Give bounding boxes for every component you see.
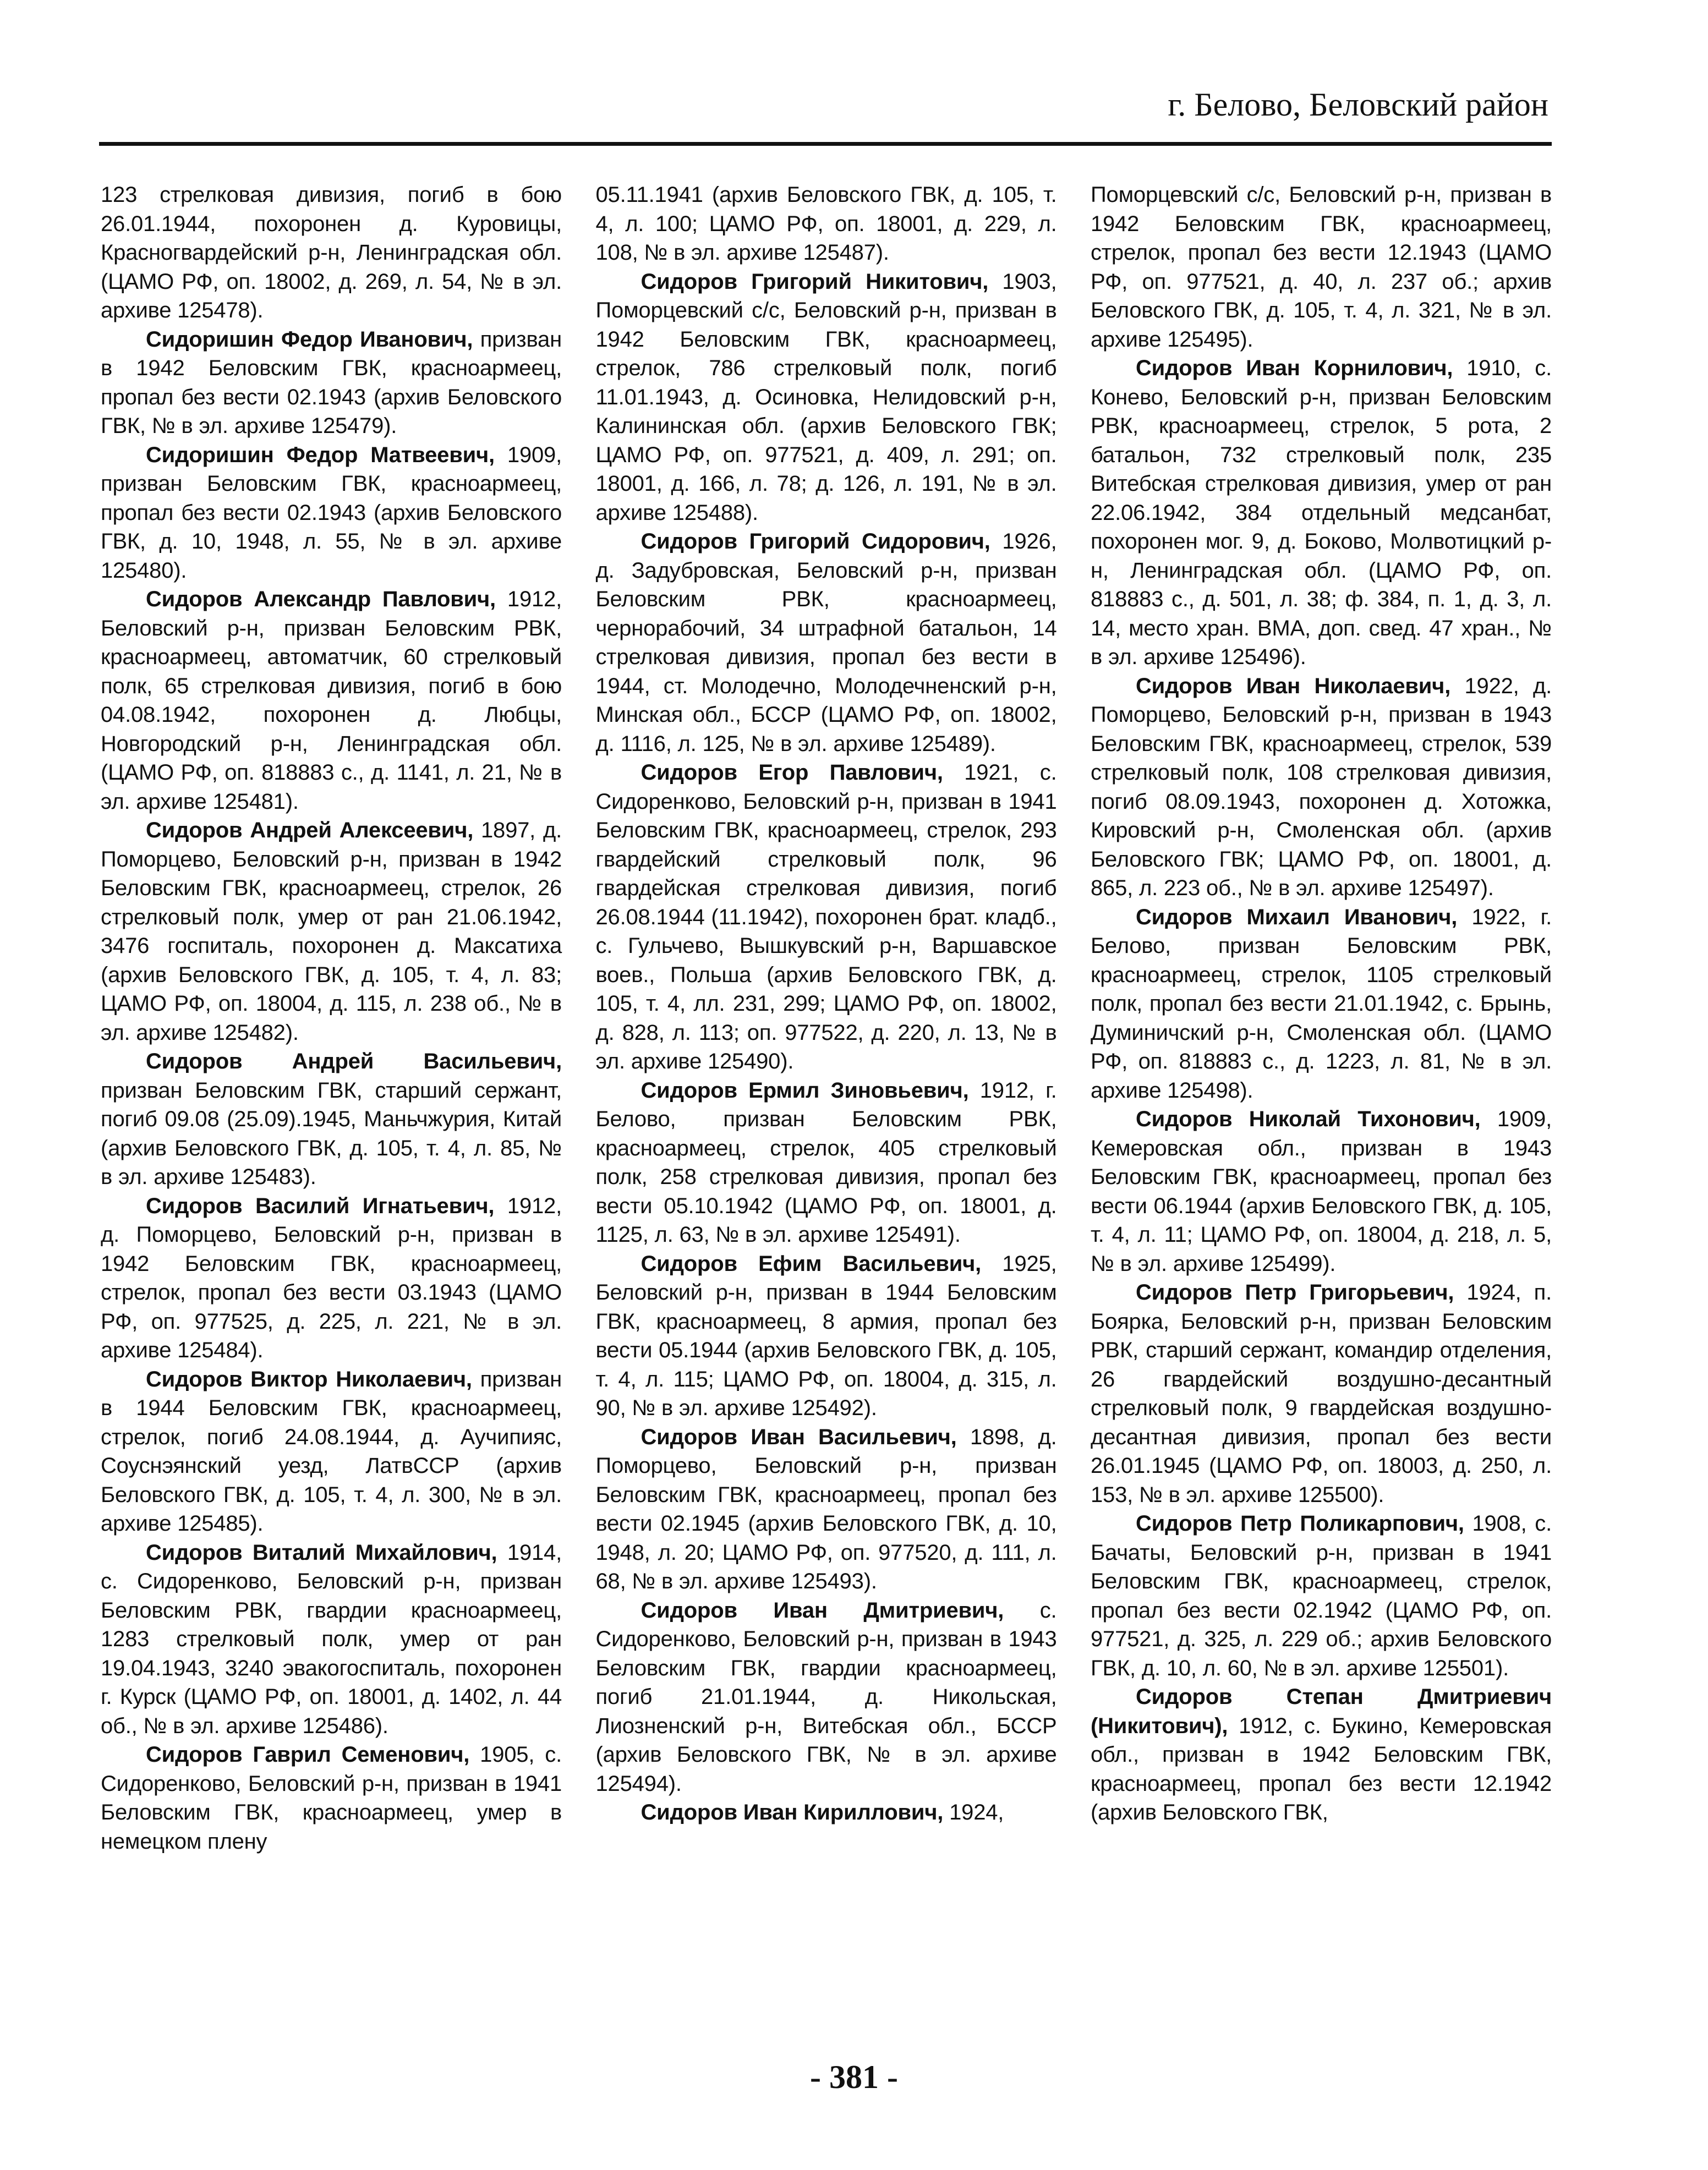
entry <box>596 527 1057 758</box>
entry-name: Сидоришин Федор Иванович, <box>146 327 473 352</box>
entry-text: 1925, Беловский р-н, призван в 1944 Беловским ГВК, красноармеец, 8 армия, пропал без вести 05.1944 (архив Беловского ГВК, д. 105, т. 4, л. 115; ЦАМО РФ, оп. 18004, д. 315, л. 90, № в эл. архиве 125492). <box>595 1251 1057 1420</box>
entry-name: Сидоров Иван Корнилович, <box>1136 356 1453 380</box>
entry <box>101 1740 562 1856</box>
entry-name: Сидоров Иван Васильевич, <box>640 1424 957 1449</box>
entry-name: Сидоров Петр Григорьевич, <box>1136 1280 1454 1305</box>
entry <box>596 1250 1057 1423</box>
entry-name: Сидоров Иван Кириллович, <box>640 1800 944 1824</box>
entry <box>1091 1278 1552 1509</box>
entry <box>1091 672 1552 903</box>
entry-name: Сидоров Степан Дмитриевич (Никитович), <box>1091 1685 1552 1738</box>
entry-name: Сидоров Ефим Васильевич, <box>640 1251 982 1276</box>
entry-text: 1909, Кемеровская обл., призван в 1943 Беловским ГВК, красноармеец, пропал без вести 06.1944 (архив Беловского ГВК, д. 105, т. 4, л. 11; ЦАМО РФ, оп. 18004, д. 218, л. 5, № в эл. архиве 125499). <box>1091 1107 1552 1276</box>
entry-text: 1912, Беловский р-н, призван Беловским РВК, красноармеец, автоматчик, 60 стрелковый полк, 65 стрелковая дивизия, погиб в бою 04.08.1942, похоронен д. Любцы, Новгородский р-н, Ленинградская обл. (ЦАМО РФ, оп. 818883 с., д. 1141, л. 21, № в эл. архиве 125481). <box>101 587 562 814</box>
entry <box>596 1423 1057 1596</box>
entry-name: Сидоров Андрей Алексеевич, <box>146 818 474 842</box>
entry-text: 1909, призван Беловским ГВК, красноармеец, пропал без вести 02.1943 (архив Беловского ГВК, д. 10, 1948, л. 55, № в эл. архиве 125480). <box>101 442 562 583</box>
entry-text: 123 стрелковая дивизия, погиб в бою 26.01.1944, похоронен д. Куровицы, Красногвардейский р-н, Ленинградская обл. (ЦАМО РФ, оп. 18002, д. 269, л. 54, № в эл. архиве 125478). <box>101 183 562 322</box>
entry-text: 1922, г. Белово, призван Беловским РВК, красноармеец, стрелок, 1105 стрелковый полк, пропал без вести 21.01.1942, с. Брынь, Думиничский р-н, Смоленская обл. (ЦАМО РФ, оп. 818883 с., д. 1223, л. 81, № в эл. архиве 125498). <box>1091 905 1552 1103</box>
entry <box>101 585 562 816</box>
entry-text: 1924, п. Боярка, Беловский р-н, призван Беловским РВК, старший сержант, командир отделения, 26 гвардейский воздушно-десантный стрелковый полк, 9 гвардейская воздушно-десантная дивизия, пропал без вести 26.01.1945 (ЦАМО РФ, оп. 18003, д. 250, л. 153, № в эл. архиве 125500). <box>1091 1280 1552 1507</box>
entry <box>596 267 1057 528</box>
column-2 <box>596 180 1057 2062</box>
entry <box>101 1192 562 1365</box>
entry-name: Сидоров Иван Николаевич, <box>1136 673 1451 698</box>
entry-name: Сидоров Михаил Иванович, <box>1136 905 1458 929</box>
entry-name: Сидоров Петр Поликарпович, <box>1136 1511 1464 1536</box>
entry-name: Сидоров Василий Игнатьевич, <box>146 1193 495 1218</box>
entry-text: 1914, с. Сидоренково, Беловский р-н, призван Беловским РВК, гвардии красноармеец, 1283 стрелковый полк, умер от ран 19.04.1943, 3240 эвакогоспиталь, похоронен г. Курск (ЦАМО РФ, оп. 18001, д. 1402, л. 44 об., № в эл. архиве 125486). <box>101 1540 562 1738</box>
entry-text: 1903, Поморцевский с/с, Беловский р-н, призван в 1942 Беловским ГВК, красноармеец, стрелок, 786 стрелковый полк, погиб 11.01.1943, д. Осиновка, Нелидовский р-н, Калининская обл. (архив Беловского ГВК; ЦАМО РФ, оп. 977521, д. 409, л. 291; оп. 18001, д. 166, л. 78; д. 126, л. 191, № в эл. архиве 125488). <box>595 269 1057 525</box>
entry-text: призван в 1944 Беловским ГВК, красноармеец, стрелок, погиб 24.08.1944, д. Аучипияс, Соуснэянский уезд, ЛатвССР (архив Беловского ГВК, д. 105, т. 4, л. 300, № в эл. архиве 125485). <box>101 1367 562 1536</box>
entry-text: 1898, д. Поморцево, Беловский р-н, призван Беловским ГВК, красноармеец, пропал без вести 02.1945 (архив Беловского ГВК, д. 10, 1948, л. 20; ЦАМО РФ, оп. 977520, д. 111, л. 68, № в эл. архиве 125493). <box>595 1424 1057 1593</box>
entry-text: призван Беловским ГВК, старший сержант, погиб 09.08 (25.09).1945, Маньчжурия, Китай (архив Беловского ГВК, д. 105, т. 4, л. 85, № в эл. архиве 125483). <box>101 1078 562 1189</box>
entry-text: 1924, <box>943 1800 1004 1824</box>
entry-text: 1910, с. Конево, Беловский р-н, призван Беловским РВК, красноармеец, стрелок, 5 рота, 2 батальон, 732 стрелковый полк, 235 Витебская стрелковая дивизия, умер от ран 22.06.1942, 384 отдельный медсанбат, похоронен мог. 9, д. Боково, Молвотицкий р-н, Ленинградская обл. (ЦАМО РФ, оп. 818883 с., д. 501, л. 38; ф. 384, п. 1, д. 3, л. 14, место хран. ВМА, доп. свед. 47 хран., № в эл. архиве 125496). <box>1091 356 1552 669</box>
entry-name: Сидоров Григорий Сидорович, <box>640 529 990 554</box>
entry <box>101 816 562 1047</box>
entry-text: с. Сидоренково, Беловский р-н, призван в 1943 Беловским ГВК, гвардии красноармеец, погиб 21.01.1944, д. Никольская, Лиозненский р-н, Витебская обл., БССР (архив Беловского ГВК, № в эл. архиве 125494). <box>595 1598 1057 1796</box>
entry-text: 1912, с. Букино, Кемеровская обл., призван в 1942 Беловским ГВК, красноармеец, пропал без вести 12.1942 (архив Беловского ГВК, <box>1091 1713 1552 1824</box>
entry-text: 1921, с. Сидоренково, Беловский р-н, призван в 1941 Беловским ГВК, красноармеец, стрелок, 293 гвардейский стрелковый полк, 96 гвардейская стрелковая дивизия, погиб 26.08.1944 (11.1942), похоронен брат. кладб., с. Гульчево, Вышкувский р-н, Варшавское воев., Польша (архив Беловского ГВК, д. 105, т. 4, лл. 231, 299; ЦАМО РФ, оп. 18002, д. 828, л. 113; оп. 977522, д. 220, л. 13, № в эл. архиве 125490). <box>595 760 1057 1073</box>
entry-name: Сидоров Григорий Никитович, <box>640 269 989 294</box>
entry <box>596 1798 1057 1827</box>
entry-text: 1926, д. Задубровская, Беловский р-н, призван Беловским РВК, красноармеец, чернорабочий, 34 штрафной батальон, 14 стрелковая дивизия, пропал без вести в 1944, ст. Молодечно, Молодечненский р-н, Минская обл., БССР (ЦАМО РФ, оп. 18002, д. 1116, л. 125, № в эл. архиве 125489). <box>595 529 1057 756</box>
entry <box>1091 354 1552 672</box>
entry <box>1091 903 1552 1105</box>
entry-text: Поморцевский с/с, Беловский р-н, призван в 1942 Беловским ГВК, красноармеец, стрелок, пропал без вести 12.1943 (ЦАМО РФ, оп. 977521, д. 40, л. 237 об.; архив Беловского ГВК, д. 105, т. 4, л. 321, № в эл. архиве 125495). <box>1091 183 1552 352</box>
column-3 <box>1091 180 1552 2062</box>
entry-text: 1912, г. Белово, призван Беловским РВК, красноармеец, стрелок, 405 стрелковый полк, 258 стрелковая дивизия, пропал без вести 05.10.1942 (ЦАМО РФ, оп. 18001, д. 1125, л. 63, № в эл. архиве 125491). <box>595 1078 1057 1247</box>
header-rule <box>99 142 1552 146</box>
entry-name: Сидоров Александр Павлович, <box>146 587 496 611</box>
column-1 <box>101 180 562 2062</box>
entry-text: 1897, д. Поморцево, Беловский р-н, призван в 1942 Беловским ГВК, красноармеец, стрелок, 26 стрелковый полк, умер от ран 21.06.1942, 3476 госпиталь, похоронен д. Максатиха (архив Беловского ГВК, д. 105, т. 4, л. 83; ЦАМО РФ, оп. 18004, д. 115, л. 238 об., № в эл. архиве 125482). <box>101 818 562 1045</box>
entry <box>101 1538 562 1741</box>
entry <box>101 325 562 441</box>
entry-text: 05.11.1941 (архив Беловского ГВК, д. 105, т. 4, л. 100; ЦАМО РФ, оп. 18001, д. 229, л. 108, № в эл. архиве 125487). <box>595 183 1057 265</box>
entry <box>101 441 562 585</box>
entry-name: Сидоришин Федор Матвеевич, <box>146 442 495 467</box>
entry-name: Сидоров Виктор Николаевич, <box>146 1367 472 1391</box>
entry-text: призван в 1942 Беловским ГВК, красноармеец, пропал без вести 02.1943 (архив Беловского ГВК, № в эл. архиве 125479). <box>101 327 562 438</box>
running-head: г. Белово, Беловский район <box>1168 86 1548 123</box>
text-columns <box>101 180 1552 2062</box>
entry <box>101 1365 562 1538</box>
entry-text: 1905, с. Сидоренково, Беловский р-н, призван в 1941 Беловским ГВК, красноармеец, умер в немецком плену <box>101 1742 562 1854</box>
entry <box>596 1076 1057 1250</box>
entry-name: Сидоров Николай Тихонович, <box>1136 1107 1481 1131</box>
entry-name: Сидоров Егор Павлович, <box>640 760 943 785</box>
entry-text: 1922, д. Поморцево, Беловский р-н, призван в 1943 Беловским ГВК, красноармеец, стрелок, 539 стрелковый полк, 108 стрелковая дивизия, погиб 08.09.1943, похоронен д. Хотожка, Кировский р-н, Смоленская обл. (архив Беловского ГВК; ЦАМО РФ, оп. 18001, д. 865, л. 223 об., № в эл. архиве 125497). <box>1091 673 1552 900</box>
entry-name: Сидоров Ермил Зиновьевич, <box>640 1078 969 1103</box>
entry-text: 1912, д. Поморцево, Беловский р-н, призван в 1942 Беловским ГВК, красноармеец, стрелок, пропал без вести 03.1943 (ЦАМО РФ, оп. 977525, д. 225, л. 221, № в эл. архиве 125484). <box>101 1193 562 1362</box>
entry-name: Сидоров Виталий Михайлович, <box>146 1540 497 1565</box>
entry <box>101 1047 562 1192</box>
entry <box>1091 1105 1552 1278</box>
entry <box>1091 1683 1552 1827</box>
entry <box>596 758 1057 1076</box>
entry <box>596 1596 1057 1799</box>
entry-name: Сидоров Андрей Васильевич, <box>146 1049 562 1073</box>
entry-name: Сидоров Иван Дмитриевич, <box>640 1598 1004 1623</box>
entry-name: Сидоров Гаврил Семенович, <box>146 1742 470 1767</box>
entry <box>1091 1509 1552 1683</box>
entry-text: 1908, с. Бачаты, Беловский р-н, призван в 1941 Беловским ГВК, красноармеец, стрелок, пропал без вести 02.1942 (ЦАМО РФ, оп. 977521, д. 325, л. 229 об.; архив Беловского ГВК, д. 10, л. 60, № в эл. архиве 125501). <box>1091 1511 1552 1680</box>
page-number: - 381 - <box>810 2059 898 2095</box>
